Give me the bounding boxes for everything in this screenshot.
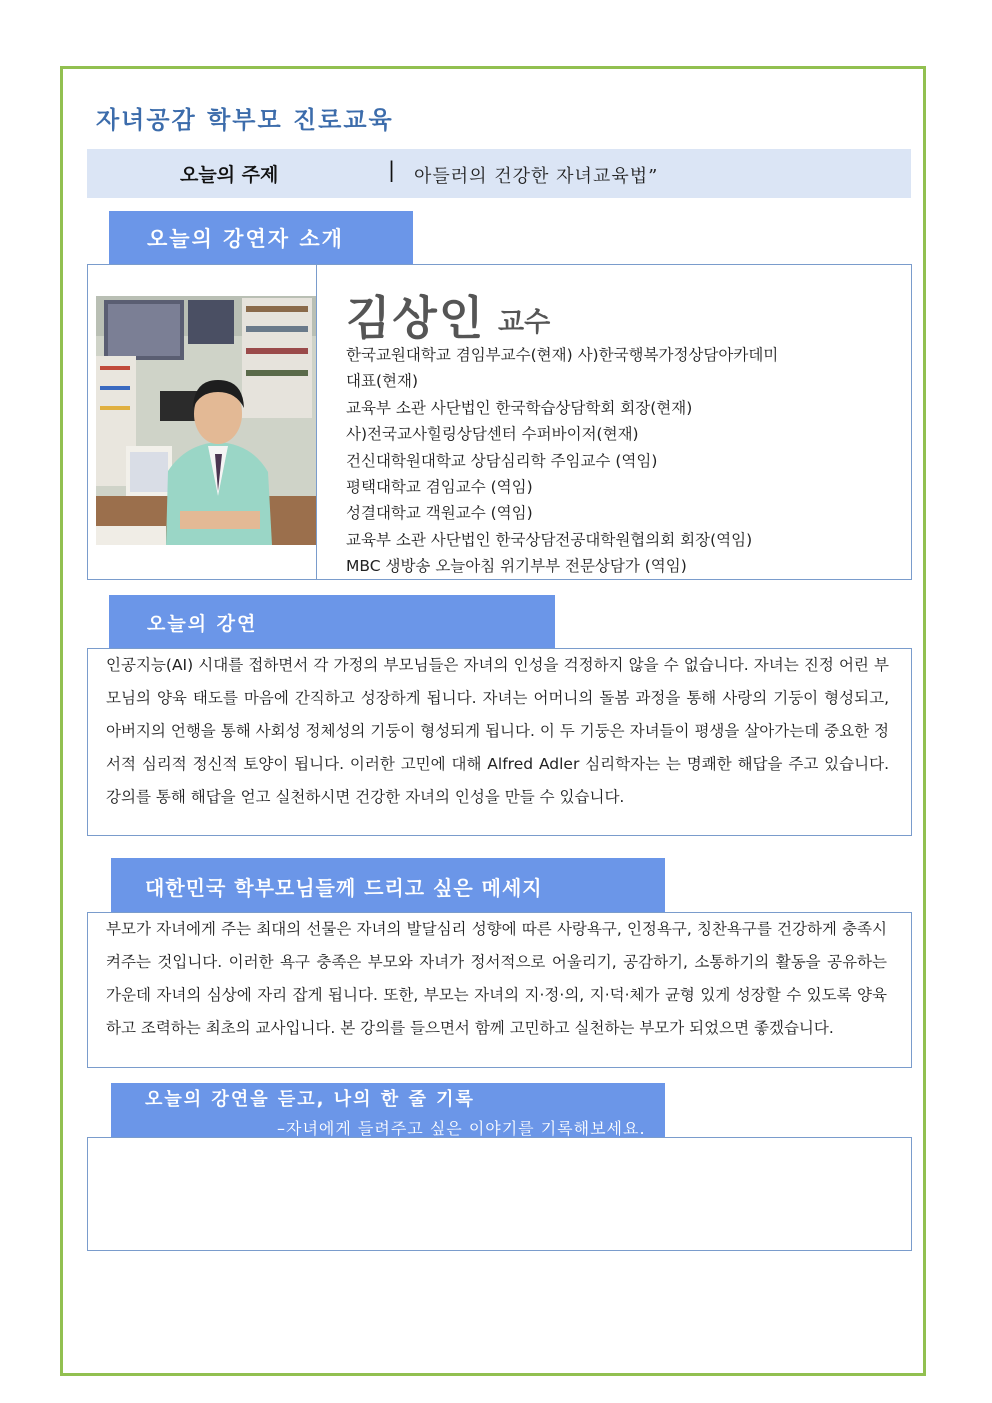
record-heading-text: 오늘의 강연을 듣고, 나의 한 줄 기록 [145, 1089, 475, 1110]
speaker-name: 김상인 [346, 291, 486, 345]
record-input-area[interactable] [87, 1137, 912, 1251]
lecture-description: 인공지능(AI) 시대를 접하면서 각 가정의 부모님들은 자녀의 인성을 걱정하지 않을 수 없습니다. 자녀는 진정 어린 부모님의 양육 태도를 마음에 간직하고 성장하게 됩니다. 자녀는 어머니의 돌봄 과정을 통해 사랑의 기둥이 형성되고, 아버지의 언행을 통해 사회성 정체성의 기둥이 형성되게 됩니다. 이 두 기둥은 자녀들이 평생을 살아가는데 중요한 정서적 심리적 정신적 토양이 됩니다. 이러한 고민에 대해 Alfred Adler 심리학자는 는 명쾌한 해답을 주고 있습니다. 강의를 통해 해답을 얻고 실천하시면 건강한 자녀의 인성을 만들 수 있습니다. [87, 648, 912, 836]
speaker-section-heading: 오늘의 강연자 소개 [109, 211, 413, 264]
career-list [346, 342, 906, 580]
career-item: 교육부 소관 사단법인 한국상담전공대학원협의회 회장(역임) [346, 530, 753, 549]
career-item: MBC 생방송 오늘아침 위기부부 전문상담가 (역임) [346, 557, 687, 576]
speaker-photo [96, 296, 316, 545]
topic-text: 아들러의 건강한 자녀교육법” [414, 166, 659, 187]
topic-separator: | [388, 158, 396, 182]
speaker-box-divider [316, 264, 317, 580]
career-item: 한국교원대학교 겸임부교수(현재) 사)한국행복가정상담아카데미 [346, 346, 779, 364]
career-item: 교육부 소관 사단법인 한국학습상담학회 회장(현재) [346, 398, 693, 417]
record-subheading: –자녀에게 들려주고 싶은 이야기를 기록해보세요. [277, 1119, 646, 1138]
speaker-title: 교수 [498, 307, 551, 338]
page-title: 자녀공감 학부모 진로교육 [96, 106, 394, 134]
topic-label: 오늘의 주제 [180, 164, 279, 186]
career-item: 평택대학교 겸임교수 (역임) [346, 478, 533, 497]
career-item: 대표(현재) [346, 372, 418, 391]
career-item: 건신대학원대학교 상담심리학 주임교수 (역임) [346, 451, 658, 470]
career-item: 사)전국교사힐링상담센터 수퍼바이저(현재) [346, 425, 639, 444]
message-section-heading: 대한민국 학부모님들께 드리고 싶은 메세지 [111, 858, 665, 912]
record-section-heading [111, 1083, 665, 1138]
message-body: 부모가 자녀에게 주는 최대의 선물은 자녀의 발달심리 성향에 따른 사랑욕구, 인정욕구, 칭찬욕구를 건강하게 충족시켜주는 것입니다. 이러한 욕구 충족은 부모와 자녀가 정서적으로 어울리기, 공감하기, 소통하기의 활동을 공유하는 가운데 자녀의 심상에 자리 잡게 됩니다. 또한, 부모는 자녀의 지·정·의, 지·덕·체가 균형 있게 성장할 수 있도록 양육하고 조력하는 최초의 교사입니다. 본 강의를 들으면서 함께 고민하고 실천하는 부모가 되었으면 좋겠습니다. [87, 912, 912, 1068]
career-item: 성결대학교 객원교수 (역임) [346, 504, 533, 523]
lecture-section-heading: 오늘의 강연 [109, 595, 555, 648]
